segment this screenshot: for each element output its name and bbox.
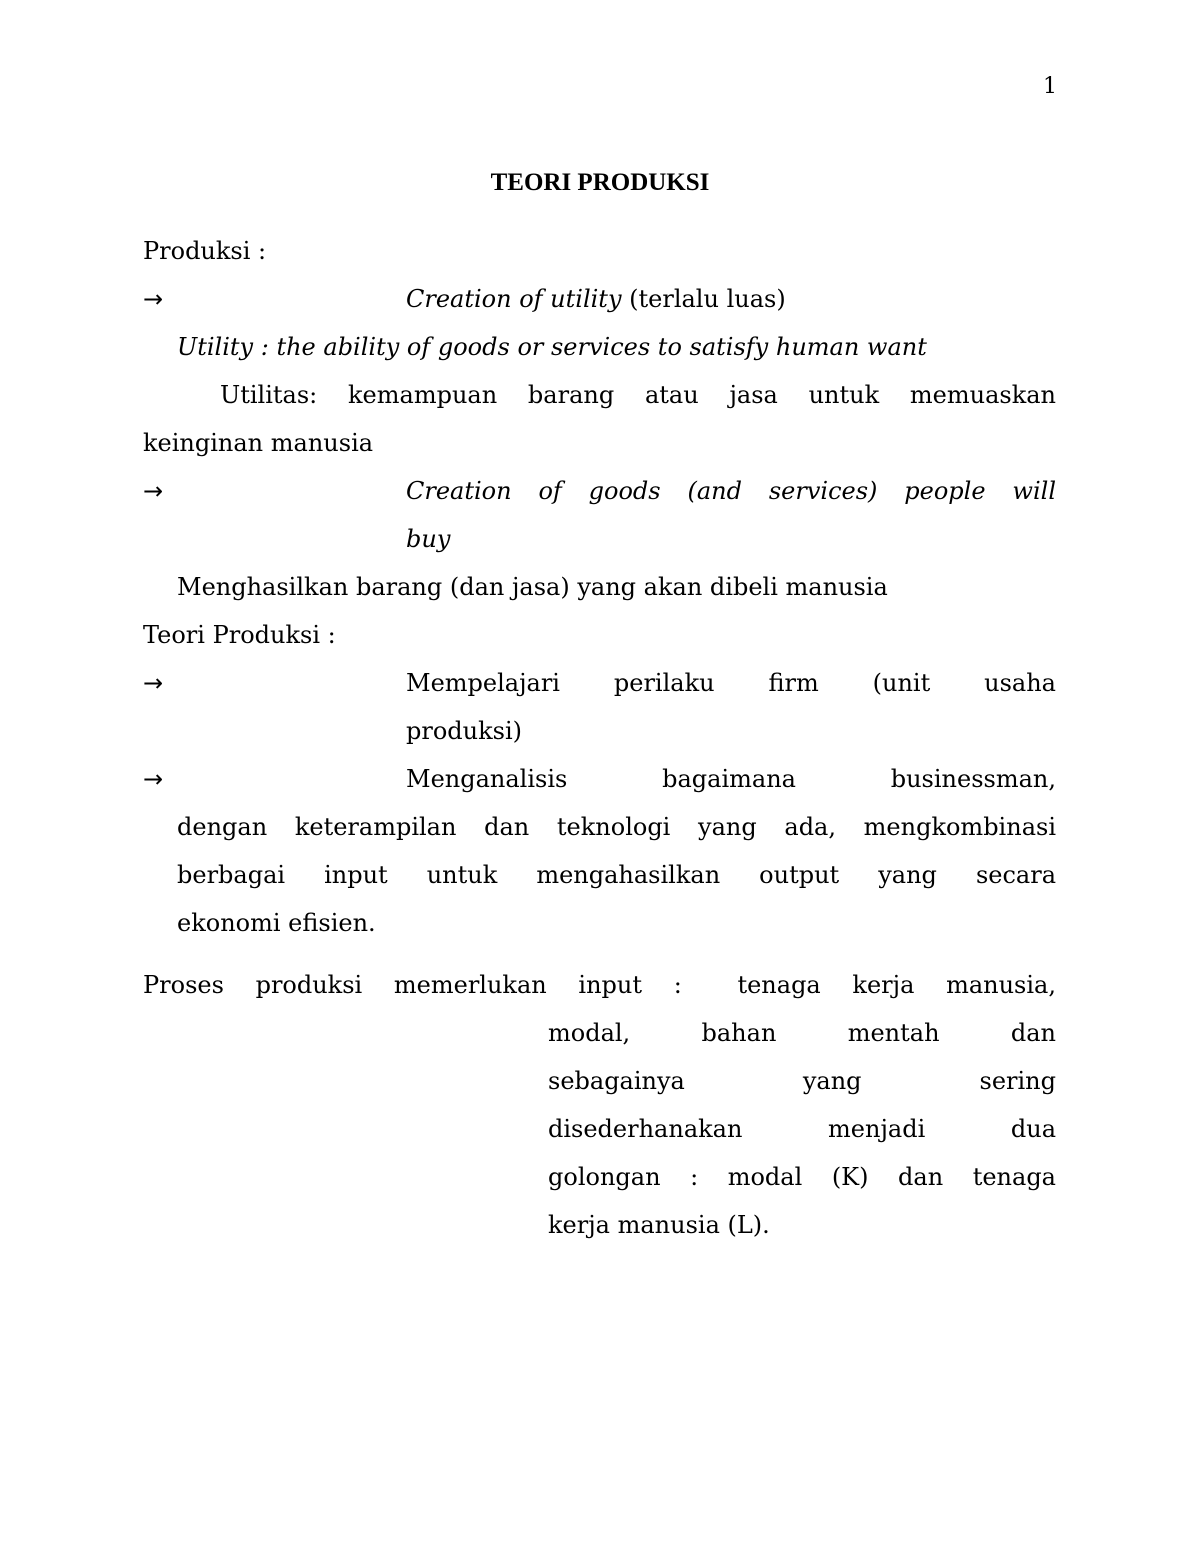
arrow-icon: → (143, 669, 164, 697)
proses-word: kerja (852, 971, 915, 999)
proses-word: manusia, (946, 971, 1056, 999)
teori-point-2-line-3: berbagai input untuk mengahasilkan output yang secara (177, 861, 1056, 889)
utilitas-line-1: Utilitas: kemampuan barang atau jasa untuk memuaskan (220, 381, 1056, 409)
proses-cont-line-4: golongan : modal (K) dan tenaga (548, 1163, 1056, 1191)
teori-point-2-line-4: ekonomi efisien. (177, 909, 376, 937)
produksi-point-2-line-1: Creation of goods (and services) people will (406, 477, 1056, 505)
arrow-icon: → (143, 285, 164, 313)
produksi-point-2-line-2: buy (406, 525, 451, 553)
arrow-icon: → (143, 477, 164, 505)
proses-cont-line-1: modal, bahan mentah dan (548, 1019, 1056, 1047)
produksi-point-1-plain: (terlalu luas) (629, 285, 786, 313)
proses-word: : (673, 971, 682, 999)
proses-word: Proses (143, 971, 224, 999)
proses-word: produksi (255, 971, 363, 999)
proses-cont-line-2: sebagainya yang sering (548, 1067, 1056, 1095)
proses-cont-line-5: kerja manusia (L). (548, 1211, 770, 1239)
teori-point-2-line-2: dengan keterampilan dan teknologi yang ada, mengkombinasi (177, 813, 1056, 841)
teori-produksi-label: Teori Produksi : (143, 621, 336, 649)
proses-word: tenaga (737, 971, 821, 999)
utility-definition: Utility : the ability of goods or services to satisfy human want (177, 333, 927, 361)
produksi-point-1 (406, 284, 786, 314)
produksi-label: Produksi : (143, 237, 267, 265)
proses-lead-line (143, 970, 1056, 1000)
proses-cont-line-3: disederhanakan menjadi dua (548, 1115, 1056, 1143)
produksi-point-1-italic: Creation of utility (406, 285, 622, 313)
proses-word: memerlukan (393, 971, 547, 999)
proses-word: input (578, 971, 643, 999)
arrow-icon: → (143, 765, 164, 793)
menghasilkan-line: Menghasilkan barang (dan jasa) yang akan dibeli manusia (177, 573, 888, 601)
teori-point-1-line-1: Mempelajari perilaku firm (unit usaha (406, 669, 1056, 697)
teori-point-1-line-2: produksi) (406, 717, 523, 745)
page-number: 1 (1043, 74, 1057, 99)
document-title: TEORI PRODUKSI (490, 169, 710, 196)
teori-point-2-line-1: Menganalisis bagaimana businessman, (406, 765, 1056, 793)
utilitas-line-2: keinginan manusia (143, 429, 374, 457)
